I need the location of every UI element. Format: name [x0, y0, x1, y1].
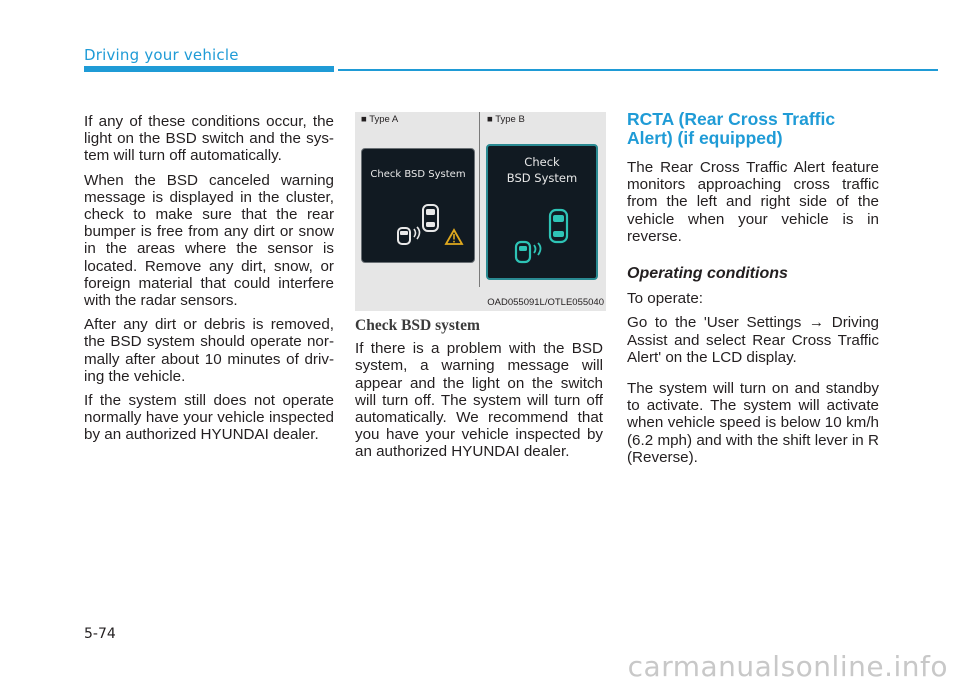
figure-caption: OAD055091L/OTLE055040	[487, 297, 604, 308]
paragraph: If any of these conditions occur, the light on the BSD switch and the sys-tem will turn off automatically.	[84, 113, 334, 165]
column-left	[84, 113, 334, 451]
paragraph: The Rear Cross Traffic Alert feature monitors approaching cross traffic from the left and right side of the vehicle when your vehicle is in reverse.	[627, 159, 879, 245]
operating-conditions-title: Operating conditions	[627, 265, 788, 283]
watermark: carmanualsonline.info	[627, 650, 948, 683]
figure-title: Check BSD system	[355, 317, 480, 334]
type-a-label: ■ Type A	[361, 114, 399, 125]
bsd-vehicles-icon	[488, 146, 596, 278]
paragraph: Go to the 'User Settings → Driving Assist and select Rear Cross Traffic Alert' on the LCD display.	[627, 314, 879, 366]
section-header: Driving your vehicle	[84, 46, 239, 64]
type-b-cluster-panel	[486, 144, 598, 280]
type-b-label: ■ Type B	[487, 114, 525, 125]
column-right	[627, 110, 879, 473]
paragraph: When the BSD canceled warning message is displayed in the cluster, check to make sure that the rear bumper is free from any dirt or snow in the areas where the sensor is located. Remove any dirt, snow, or foreign material that could interfere with the radar sensors.	[84, 171, 334, 310]
rcta-section-title: RCTA (Rear Cross Traffic Alert) (if equipped)	[627, 109, 836, 148]
bsd-vehicles-icon	[362, 149, 474, 262]
type-b-message-line1: Check	[524, 155, 560, 169]
figure-divider	[479, 112, 480, 287]
paragraph: The system will turn on and standby to activate. The system will activate when vehicle speed is below 10 km/h (6.2 mph) and with the shift lever in R (Reverse).	[627, 380, 879, 466]
page-number: 5-74	[84, 626, 116, 642]
header-rule-thick	[84, 66, 334, 72]
type-b-message-line2: BSD System	[506, 171, 578, 185]
paragraph: If the system still does not operate normally have your vehicle inspected by an authorized HYUNDAI dealer.	[84, 392, 334, 444]
type-a-cluster-panel	[361, 148, 475, 263]
paragraph: To operate:	[627, 290, 703, 308]
paragraph: If there is a problem with the BSD system, a warning message will appear and the light on the switch will turn off. The system will turn off automatically. We recommend that you have your vehicle inspected by an authorized HYUNDAI dealer.	[355, 340, 603, 461]
bsd-warning-figure	[355, 112, 606, 311]
header-rule-thin	[338, 69, 938, 71]
paragraph: After any dirt or debris is removed, the BSD system should operate nor-mally after about 10 minutes of driv-ing the vehicle.	[84, 316, 334, 385]
type-a-message: Check BSD System	[370, 169, 466, 180]
column-middle	[355, 317, 603, 468]
